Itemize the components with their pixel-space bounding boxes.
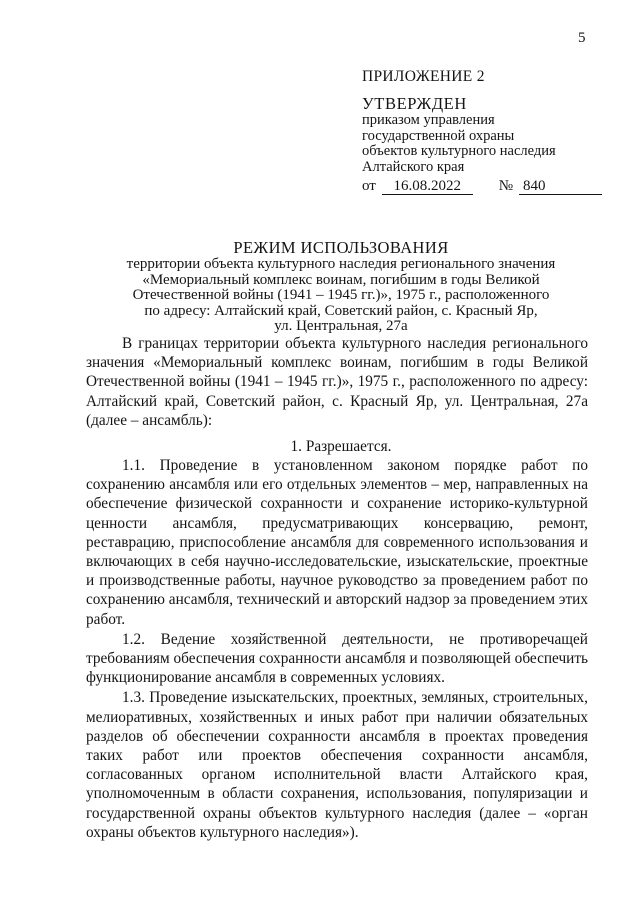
regime-header — [0, 238, 640, 335]
regime-line: «Мемориальный комплекс воинам, погибшим в годы Великой — [142, 271, 540, 288]
order-date-number-row — [362, 177, 602, 195]
regime-line: ул. Центральная, 27а — [274, 318, 408, 335]
order-date: 16.08.2022 — [382, 177, 473, 195]
appendix-label: ПРИЛОЖЕНИЕ 2 — [362, 68, 485, 85]
clause-1-2: 1.2. Ведение хозяйственной деятельности, не противоречащей требованиям обеспечения сохранности ансамбля и позволяющей обеспечить функционирование ансамбля в современных условиях. — [86, 630, 588, 687]
regime-line: Отечественной войны (1941 – 1945 гг.)», 1975 г., расположенного — [132, 287, 550, 304]
approval-block — [362, 94, 602, 195]
clause-1-1: 1.1. Проведение в установленном законом порядке работ по сохранению ансамбля или его отдельных элементов – мер, направленных на обеспечение физической сохранности и сохранение историко-культурной ценности ансамбля, предусматривающих консервацию, ремонт, реставрацию, приспособление ансамбля для современного использования и включающих в себя научно-исследовательские, изыскательские, проектные и производственные работы, научное руководство за проведением работ по сохранению ансамбля, технический и авторский надзор за проведением этих работ. — [86, 457, 588, 628]
regime-line: по адресу: Алтайский край, Советский район, с. Красный Яр, — [144, 302, 538, 319]
approval-line: Алтайского края — [362, 158, 465, 175]
order-number: 840 — [519, 177, 602, 195]
regime-line: территории объекта культурного наследия регионального значения — [126, 256, 556, 272]
approved-title: УТВЕРЖДЕН — [362, 94, 467, 113]
clause-1-3: 1.3. Проведение изыскательских, проектных, земляных, строительных, мелиоративных, хозяйственных и иных работ при наличии обязательных разделов об обеспечении сохранности ансамбля в проектах проведения таких работ или проектов обеспечения сохранности ансамбля, согласованных органом исполнительной власти Алтайского края, уполномоченным в области сохранения, использования, популяризации и государственной охраны объектов культурного наследия (далее – «орган охраны объектов культурного наследия»). — [86, 689, 588, 841]
section-heading: 1. Разрешается. — [290, 438, 392, 455]
regime-title: РЕЖИМ ИСПОЛЬЗОВАНИЯ — [233, 238, 449, 257]
intro-paragraph: В границах территории объекта культурного наследия регионального значения «Мемориальный комплекс воинам, погибшим в годы Великой Отечественной войны (1941 – 1945 гг.)», 1975 г., расположенного по адресу: Алтайский край, Советский район, с. Красный Яр, ул. Центральная, 27а (далее – ансамбль): — [86, 335, 588, 429]
number-prefix: № — [498, 178, 514, 194]
approval-line: государственной охраны — [362, 127, 515, 144]
approval-line: приказом управления — [362, 112, 495, 128]
approval-line: объектов культурного наследия — [362, 143, 556, 159]
clauses-list — [86, 456, 588, 843]
date-prefix: от — [362, 178, 376, 194]
page-number: 5 — [578, 30, 586, 46]
